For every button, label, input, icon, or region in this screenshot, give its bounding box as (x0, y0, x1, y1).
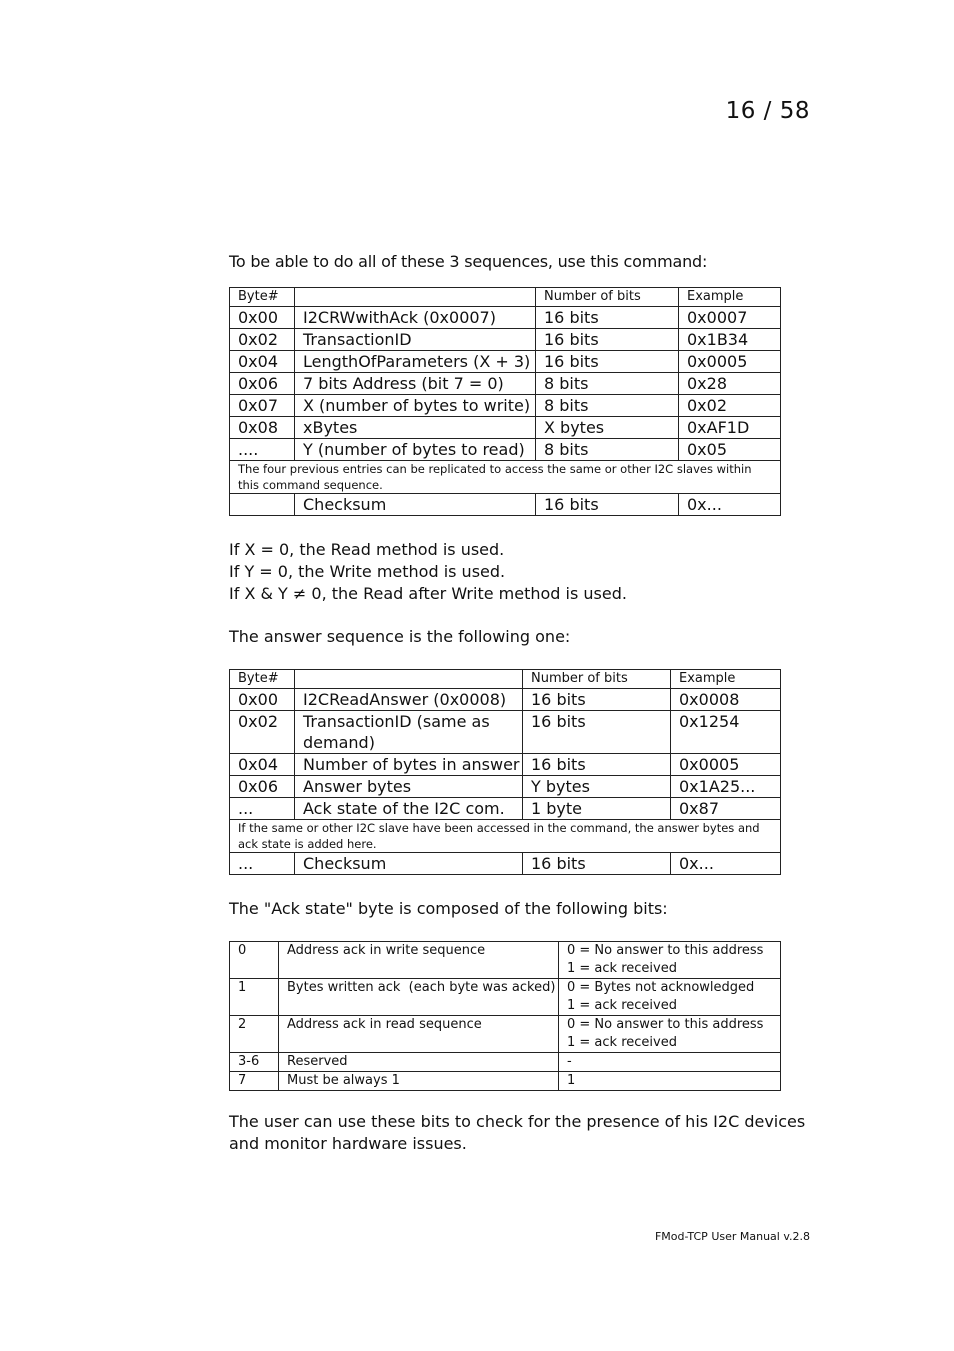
cell-example: 0x0005 (679, 351, 781, 373)
cell-byte: 0x06 (230, 776, 295, 798)
cell-values (559, 1016, 781, 1053)
cell-bits: Y bytes (523, 776, 671, 798)
cell-name: Answer bytes (295, 776, 523, 798)
table-row (230, 1072, 781, 1091)
cell-description: Bytes written ack (each byte was acked) (279, 979, 559, 1016)
cell-example: 0x0008 (671, 689, 781, 711)
cell-name: TransactionID (295, 329, 536, 351)
cell-name: Number of bytes in answer (295, 754, 523, 776)
table-row (230, 1016, 781, 1053)
table-row (230, 351, 781, 373)
cell-name: X (number of bytes to write) (295, 395, 536, 417)
cell-bits: 16 bits (536, 307, 679, 329)
cell-name: xBytes (295, 417, 536, 439)
cell-example: 0x... (671, 853, 781, 875)
table-row (230, 853, 781, 875)
condition-text: If Y = 0, the Write method is used. (229, 562, 506, 581)
header-example: Example (679, 288, 781, 307)
cell-bit: 2 (230, 1016, 279, 1053)
table-row (230, 798, 781, 820)
value-line: 1 = ack received (567, 961, 677, 976)
header-bits: Number of bits (523, 670, 671, 689)
cell-example: 0x1B34 (679, 329, 781, 351)
footer-text: FMod-TCP User Manual v.2.8 (654, 1230, 810, 1243)
cell-description: Address ack in write sequence (279, 942, 559, 979)
cell-bit: 0 (230, 942, 279, 979)
cell-bits: 16 bits (536, 494, 679, 516)
value-line: 1 = ack received (567, 998, 677, 1013)
cell-example: 0x1A25... (671, 776, 781, 798)
condition-text: If X = 0, the Read method is used. (229, 540, 505, 559)
table-row (230, 307, 781, 329)
cell-byte: 0x08 (230, 417, 295, 439)
cell-example: 0xAF1D (679, 417, 781, 439)
table-row (230, 373, 781, 395)
table-row (230, 979, 781, 1016)
header-byte: Byte# (230, 670, 295, 689)
value-line: 0 = No answer to this address (567, 1017, 764, 1032)
table-note: If the same or other I2C slave have been accessed in the command, the answer bytes and ack state is added here. (230, 820, 781, 853)
cell-description: Must be always 1 (279, 1072, 559, 1091)
cell-values (559, 979, 781, 1016)
value-line: 0 = Bytes not acknowledged (567, 980, 755, 995)
cell-name: 7 bits Address (bit 7 = 0) (295, 373, 536, 395)
cell-bits: 16 bits (523, 689, 671, 711)
cell-description: Address ack in read sequence (279, 1016, 559, 1053)
cell-example: 0x... (679, 494, 781, 516)
cell-name: Checksum (295, 853, 523, 875)
cell-example: 0x1254 (671, 711, 781, 754)
cell-bits: 16 bits (523, 853, 671, 875)
cell-values (559, 942, 781, 979)
cell-byte: 0x00 (230, 307, 295, 329)
cell-values: - (559, 1053, 781, 1072)
cell-bits: 16 bits (536, 329, 679, 351)
cell-byte: ... (230, 853, 295, 875)
header-name (295, 670, 523, 689)
cell-bit: 3-6 (230, 1053, 279, 1072)
cell-bit: 7 (230, 1072, 279, 1091)
cell-byte: 0x00 (230, 689, 295, 711)
table-row (230, 417, 781, 439)
table-row (230, 711, 781, 754)
header-bits: Number of bits (536, 288, 679, 307)
cell-bits: 16 bits (523, 711, 671, 754)
cell-name: Checksum (295, 494, 536, 516)
table-note-row (230, 461, 781, 494)
value-line: 1 = ack received (567, 1035, 677, 1050)
cell-description: Reserved (279, 1053, 559, 1072)
cell-byte: 0x04 (230, 754, 295, 776)
header-example: Example (671, 670, 781, 689)
cell-bit: 1 (230, 979, 279, 1016)
cell-bits: 16 bits (536, 351, 679, 373)
cell-bits: 8 bits (536, 439, 679, 461)
table-row (230, 494, 781, 516)
cell-byte: 0x02 (230, 711, 295, 754)
cell-example: 0x28 (679, 373, 781, 395)
cell-bits: 8 bits (536, 395, 679, 417)
value-line: 0 = No answer to this address (567, 943, 764, 958)
table-row (230, 329, 781, 351)
cell-example: 0x0005 (671, 754, 781, 776)
table-note: The four previous entries can be replicated to access the same or other I2C slaves within this command sequence. (230, 461, 781, 494)
cell-name: Ack state of the I2C com. (295, 798, 523, 820)
table-row (230, 689, 781, 711)
cell-name: LengthOfParameters (X + 3) (295, 351, 536, 373)
table-row (230, 942, 781, 979)
cell-bits: 1 byte (523, 798, 671, 820)
condition-text: If X & Y ≠ 0, the Read after Write method is used. (229, 584, 627, 603)
cell-name: TransactionID (same as demand) (295, 711, 523, 754)
cell-bits: X bytes (536, 417, 679, 439)
closing-text: The user can use these bits to check for the presence of his I2C devices and monitor hardware issues. (229, 1112, 806, 1153)
command-table-header (230, 288, 781, 307)
cell-bits: 8 bits (536, 373, 679, 395)
page-number: 16 / 58 (725, 98, 810, 124)
cell-byte: ... (230, 798, 295, 820)
ack-intro-text: The "Ack state" byte is composed of the following bits: (229, 899, 668, 918)
table-row (230, 395, 781, 417)
answer-table-header (230, 670, 781, 689)
cell-byte: 0x02 (230, 329, 295, 351)
cell-values: 1 (559, 1072, 781, 1091)
cell-example: 0x87 (671, 798, 781, 820)
cell-byte: .... (230, 439, 295, 461)
table-row (230, 754, 781, 776)
answer-intro-text: The answer sequence is the following one: (229, 627, 571, 646)
table-note-row (230, 820, 781, 853)
cell-byte: 0x06 (230, 373, 295, 395)
ack-state-table (229, 941, 781, 1091)
cell-name: Y (number of bytes to read) (295, 439, 536, 461)
cell-example: 0x0007 (679, 307, 781, 329)
cell-example: 0x05 (679, 439, 781, 461)
command-table (229, 287, 781, 516)
cell-name: I2CRWwithAck (0x0007) (295, 307, 536, 329)
answer-table (229, 669, 781, 875)
cell-example: 0x02 (679, 395, 781, 417)
cell-name: I2CReadAnswer (0x0008) (295, 689, 523, 711)
cell-byte (230, 494, 295, 516)
header-name (295, 288, 536, 307)
header-byte: Byte# (230, 288, 295, 307)
intro-text: To be able to do all of these 3 sequences, use this command: (229, 252, 708, 271)
cell-byte: 0x04 (230, 351, 295, 373)
table-row (230, 439, 781, 461)
table-row (230, 1053, 781, 1072)
table-row (230, 776, 781, 798)
cell-byte: 0x07 (230, 395, 295, 417)
cell-bits: 16 bits (523, 754, 671, 776)
